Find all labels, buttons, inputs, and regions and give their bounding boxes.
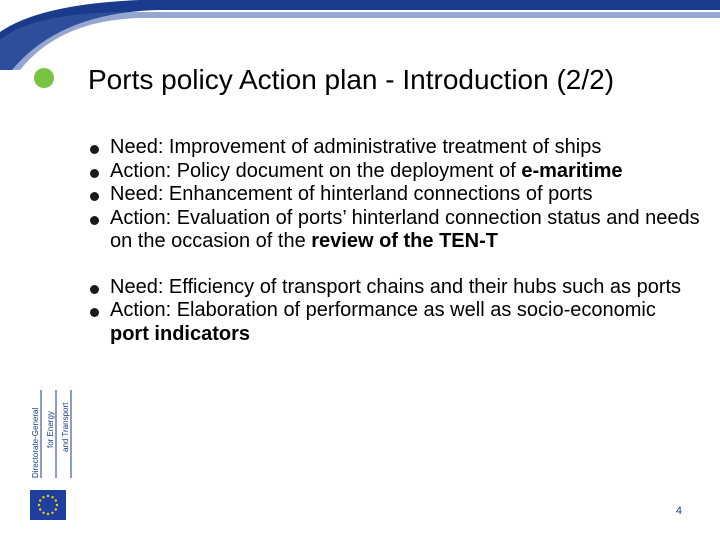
eu-star-icon: [42, 512, 44, 514]
bullet-icon: [90, 285, 99, 294]
bullet-text: Action: Policy document on the deployment of: [110, 159, 522, 182]
eu-star-icon: [39, 499, 41, 501]
bullet-icon: [90, 216, 99, 225]
logo-line-3: and Transport: [61, 402, 70, 452]
bullet-list: [90, 136, 700, 346]
eu-star-icon: [38, 504, 40, 506]
bullet-bold-text: port indicators: [110, 322, 251, 345]
title-bullet-icon: [34, 68, 54, 88]
bullet-text: Need: Efficiency of transport chains and their hubs such as ports: [110, 275, 682, 298]
eu-star-icon: [47, 513, 49, 515]
bullet-bold-text: e-maritime: [521, 159, 623, 182]
bullet-item: [90, 299, 700, 346]
header-band: [0, 0, 720, 70]
bullet-icon: [90, 145, 99, 154]
eu-star-icon: [56, 504, 58, 506]
bullet-bold-text: review of the TEN-T: [311, 230, 498, 252]
bullet-text: Action: Evaluation of ports’ hinterland connection status and needs on the occasion of the: [110, 206, 700, 252]
bullet-text: Need: Improvement of administrative treatment of ships: [110, 136, 602, 158]
page-number: 4: [675, 505, 682, 517]
eu-star-icon: [47, 495, 49, 497]
logo-line-2: for Energy: [46, 411, 55, 448]
bullet-icon: [90, 192, 99, 201]
dg-energy-transport-logo: [28, 388, 76, 480]
eu-star-icon: [55, 499, 57, 501]
eu-star-icon: [55, 508, 57, 510]
logo-line-1: Directorate-General: [31, 407, 40, 478]
bullet-item: [90, 160, 700, 184]
bullet-text: Action: Elaboration of performance as well as socio-economic: [110, 299, 656, 321]
bullet-icon: [90, 169, 99, 178]
bullet-group-gap: [90, 254, 700, 276]
bullet-item: [90, 207, 700, 254]
bullet-text: Need: Enhancement of hinterland connections of ports: [110, 183, 593, 205]
bullet-item: [90, 276, 700, 300]
eu-star-icon: [51, 512, 53, 514]
bullet-icon: [90, 308, 99, 317]
eu-star-icon: [51, 496, 53, 498]
eu-star-icon: [39, 508, 41, 510]
title-row: [34, 62, 714, 106]
slide-title: Ports policy Action plan - Introduction (2/2): [88, 64, 615, 95]
eu-flag-icon: [30, 490, 66, 520]
bullet-item: [90, 136, 700, 160]
bullet-item: [90, 183, 700, 207]
eu-star-icon: [42, 496, 44, 498]
